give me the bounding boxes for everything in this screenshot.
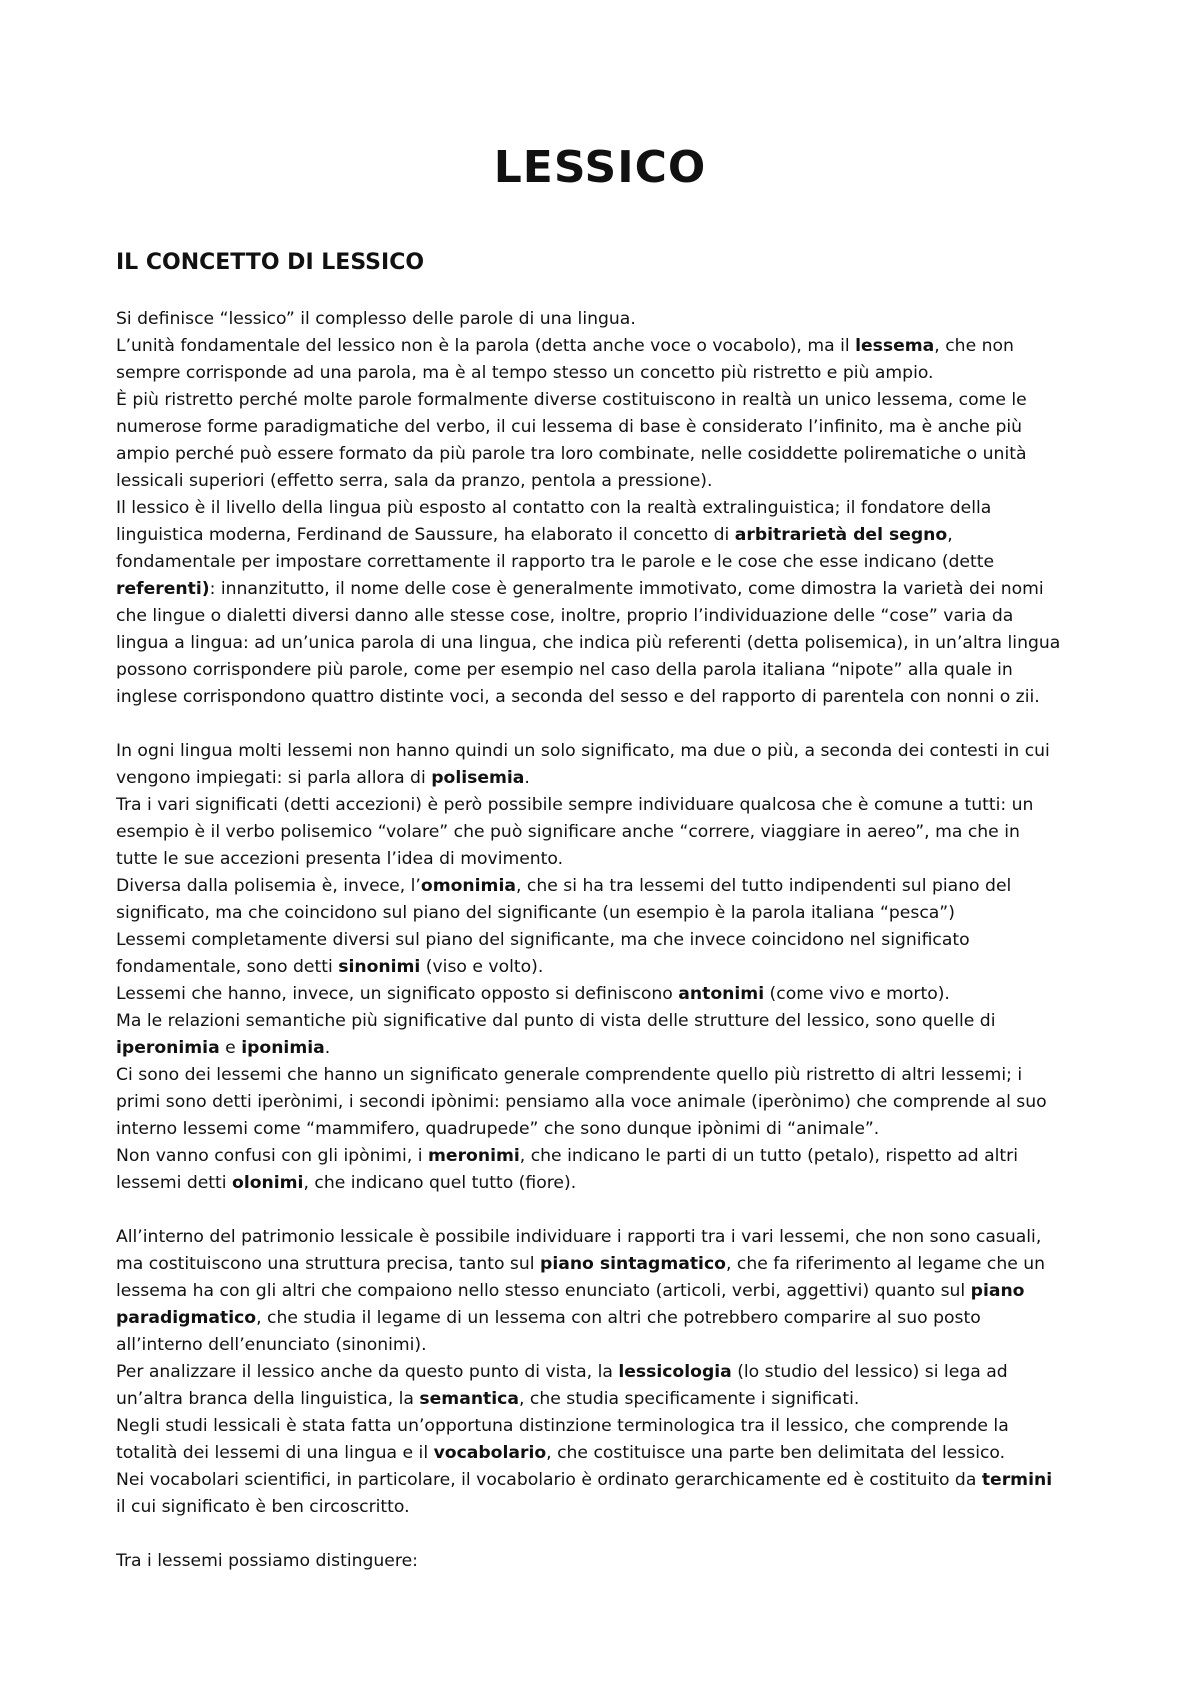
text-segment: fondamentale, sono detti: [116, 957, 339, 977]
bold-term: semantica: [419, 1389, 519, 1409]
text-segment: lessema ha con gli altri che compaiono nello stesso enunciato (articoli, verbi, aggettivi) quanto sul: [116, 1281, 971, 1301]
text-line: [116, 819, 1098, 846]
text-line: [116, 1224, 1098, 1251]
paragraph: [116, 1224, 1098, 1521]
text-segment: Per analizzare il lessico anche da questo punto di vista, la: [116, 1362, 619, 1382]
text-line: [116, 1440, 1098, 1467]
text-line: [116, 981, 1098, 1008]
paragraph-spacer: [116, 711, 1098, 738]
text-segment: (come vivo e morto).: [764, 984, 950, 1004]
text-segment: Diversa dalla polisemia è, invece, l’: [116, 876, 421, 896]
text-segment: totalità dei lessemi di una lingua e il: [116, 1443, 434, 1463]
text-segment: ,: [947, 525, 953, 545]
text-line: [116, 846, 1098, 873]
text-segment: sempre corrisponde ad una parola, ma è al tempo stesso un concetto più ristretto e più ampio.: [116, 363, 934, 383]
bold-term: iperonimia: [116, 1038, 220, 1058]
bold-term: antonimi: [678, 984, 765, 1004]
bold-term: polisemia: [431, 768, 525, 788]
text-line: [116, 657, 1098, 684]
paragraph: [116, 738, 1098, 1197]
text-line: [116, 1143, 1098, 1170]
text-line: [116, 1116, 1098, 1143]
section-heading: IL CONCETTO DI LESSICO: [116, 250, 425, 275]
text-line: [116, 1089, 1098, 1116]
bold-term: arbitrarietà del segno: [734, 525, 948, 545]
text-line: [116, 603, 1098, 630]
text-segment: Ma le relazioni semantiche più significative dal punto di vista delle strutture del lessico, sono quelle di: [116, 1011, 996, 1031]
text-line: [116, 414, 1098, 441]
text-segment: Lessemi che hanno, invece, un significato opposto si definiscono: [116, 984, 679, 1004]
text-segment: lingua a lingua: ad un’unica parola di una lingua, che indica più referenti (detta polisemica), in un’altra lingua: [116, 633, 1061, 653]
text-segment: , che indicano quel tutto (fiore).: [303, 1173, 577, 1193]
text-line: [116, 1305, 1098, 1332]
text-segment: Non vanno confusi con gli ipònimi, i: [116, 1146, 428, 1166]
text-segment: lessemi detti: [116, 1173, 233, 1193]
text-segment: significato, ma che coincidono sul piano del significante (un esempio è la parola italiana “pesca”): [116, 903, 955, 923]
text-segment: all’interno dell’enunciato (sinonimi).: [116, 1335, 427, 1355]
text-segment: tutte le sue accezioni presenta l’idea di movimento.: [116, 849, 564, 869]
text-segment: : innanzitutto, il nome delle cose è generalmente immotivato, come dimostra la varietà dei nomi: [209, 579, 1044, 599]
text-segment: ma costituiscono una struttura precisa, tanto sul: [116, 1254, 541, 1274]
text-segment: Negli studi lessicali è stata fatta un’opportuna distinzione terminologica tra il lessico, che comprende la: [116, 1416, 1009, 1436]
text-line: [116, 765, 1098, 792]
text-segment: fondamentale per impostare correttamente il rapporto tra le parole e le cose che esse indicano (dette: [116, 552, 995, 572]
text-line: [116, 738, 1098, 765]
text-line: [116, 360, 1098, 387]
text-segment: All’interno del patrimonio lessicale è possibile individuare i rapporti tra i vari lessemi, che non sono casuali,: [116, 1227, 1042, 1247]
text-segment: numerose forme paradigmatiche del verbo, il cui lessema di base è considerato l’infinito, ma è anche più: [116, 417, 1023, 437]
text-segment: , che studia specificamente i significati.: [518, 1389, 860, 1409]
bold-term: piano: [970, 1281, 1025, 1301]
text-line: [116, 1278, 1098, 1305]
text-segment: esempio è il verbo polisemico “volare” che può significare anche “correre, viaggiare in aereo”, ma che in: [116, 822, 1020, 842]
text-segment: ampio perché può essere formato da più parole tra loro combinate, nelle cosiddette polirematiche o unità: [116, 444, 1027, 464]
text-segment: Nei vocabolari scientifici, in particolare, il vocabolario è ordinato gerarchicamente ed è costituito da: [116, 1470, 982, 1490]
text-line: [116, 1386, 1098, 1413]
text-segment: possono corrispondere più parole, come per esempio nel caso della parola italiana “nipote” alla quale in: [116, 660, 1013, 680]
text-segment: , che non: [934, 336, 1014, 356]
text-segment: e: [219, 1038, 242, 1058]
text-line: [116, 1008, 1098, 1035]
bold-term: termini: [981, 1470, 1053, 1490]
text-line: [116, 1467, 1098, 1494]
bold-term: referenti): [116, 579, 210, 599]
bold-term: omonimia: [420, 876, 516, 896]
paragraph-spacer: [116, 1197, 1098, 1224]
document-body: [116, 306, 1098, 1575]
text-segment: (lo studio del lessico) si lega ad: [731, 1362, 1008, 1382]
text-line: [116, 468, 1098, 495]
paragraph: [116, 306, 1098, 711]
text-line: [116, 549, 1098, 576]
text-line: [116, 630, 1098, 657]
text-line: [116, 1359, 1098, 1386]
text-line: [116, 1413, 1098, 1440]
text-segment: .: [524, 768, 530, 788]
bold-term: lessema: [855, 336, 935, 356]
text-line: [116, 1548, 1098, 1575]
text-segment: primi sono detti iperònimi, i secondi ipònimi: pensiamo alla voce animale (iperònimo) che comprende al suo: [116, 1092, 1047, 1112]
text-line: [116, 333, 1098, 360]
text-segment: , che indicano le parti di un tutto (petalo), rispetto ad altri: [519, 1146, 1019, 1166]
text-segment: che lingue o dialetti diversi danno alle stesse cose, inoltre, proprio l’individuazione delle “cose” varia da: [116, 606, 1014, 626]
text-segment: Tra i vari significati (detti accezioni) è però possibile sempre individuare qualcosa che è comune a tutti: un: [116, 795, 1034, 815]
text-segment: In ogni lingua molti lessemi non hanno quindi un solo significato, ma due o più, a seconda dei contesti in cui: [116, 741, 1050, 761]
page-title: LESSICO: [493, 142, 707, 193]
text-line: [116, 441, 1098, 468]
text-line: [116, 1332, 1098, 1359]
text-segment: linguistica moderna, Ferdinand de Saussure, ha elaborato il concetto di: [116, 525, 735, 545]
text-line: [116, 522, 1098, 549]
text-line: [116, 792, 1098, 819]
text-line: [116, 495, 1098, 522]
paragraph: [116, 1548, 1098, 1575]
text-line: [116, 1062, 1098, 1089]
text-segment: Tra i lessemi possiamo distinguere:: [116, 1551, 418, 1571]
text-segment: Si definisce “lessico” il complesso delle parole di una lingua.: [116, 309, 636, 329]
text-segment: interno lessemi come “mammifero, quadrupede” che sono dunque ipònimi di “animale”.: [116, 1119, 880, 1139]
text-segment: L’unità fondamentale del lessico non è la parola (detta anche voce o vocabolo), ma il: [116, 336, 856, 356]
text-segment: , che costituisce una parte ben delimitata del lessico.: [546, 1443, 1006, 1463]
text-segment: vengono impiegati: si parla allora di: [116, 768, 432, 788]
bold-term: sinonimi: [338, 957, 421, 977]
bold-term: meronimi: [428, 1146, 520, 1166]
text-segment: il cui significato è ben circoscritto.: [116, 1497, 410, 1517]
text-line: [116, 387, 1098, 414]
text-line: [116, 684, 1098, 711]
text-line: [116, 1170, 1098, 1197]
bold-term: vocabolario: [433, 1443, 547, 1463]
bold-term: lessicologia: [618, 1362, 732, 1382]
text-line: [116, 1035, 1098, 1062]
text-segment: un’altra branca della linguistica, la: [116, 1389, 420, 1409]
text-line: [116, 576, 1098, 603]
bold-term: paradigmatico: [116, 1308, 257, 1328]
text-segment: , che si ha tra lessemi del tutto indipendenti sul piano del: [515, 876, 1012, 896]
text-line: [116, 1251, 1098, 1278]
text-segment: (viso e volto).: [420, 957, 544, 977]
text-segment: Il lessico è il livello della lingua più esposto al contatto con la realtà extralinguistica; il fondatore della: [116, 498, 992, 518]
text-segment: Lessemi completamente diversi sul piano del significante, ma che invece coincidono nel significato: [116, 930, 970, 950]
text-line: [116, 954, 1098, 981]
text-segment: , che studia il legame di un lessema con altri che potrebbero comparire al suo posto: [256, 1308, 981, 1328]
text-segment: Ci sono dei lessemi che hanno un significato generale comprendente quello più ristretto di altri lessemi; i: [116, 1065, 1023, 1085]
text-segment: .: [324, 1038, 331, 1058]
text-segment: È più ristretto perché molte parole formalmente diverse costituiscono in realtà un unico lessema, come le: [116, 390, 1027, 410]
paragraph-spacer: [116, 1521, 1098, 1548]
text-line: [116, 1494, 1098, 1521]
text-segment: lessicali superiori (effetto serra, sala da pranzo, pentola a pressione).: [116, 471, 713, 491]
text-line: [116, 873, 1098, 900]
text-line: [116, 900, 1098, 927]
bold-term: iponimia: [241, 1038, 325, 1058]
text-segment: inglese corrispondono quattro distinte voci, a seconda del sesso e del rapporto di parentela con nonni o zii.: [116, 687, 1040, 707]
text-line: [116, 306, 1098, 333]
bold-term: olonimi: [232, 1173, 304, 1193]
text-segment: , che fa riferimento al legame che un: [725, 1254, 1046, 1274]
text-line: [116, 927, 1098, 954]
bold-term: piano sintagmatico: [540, 1254, 726, 1274]
